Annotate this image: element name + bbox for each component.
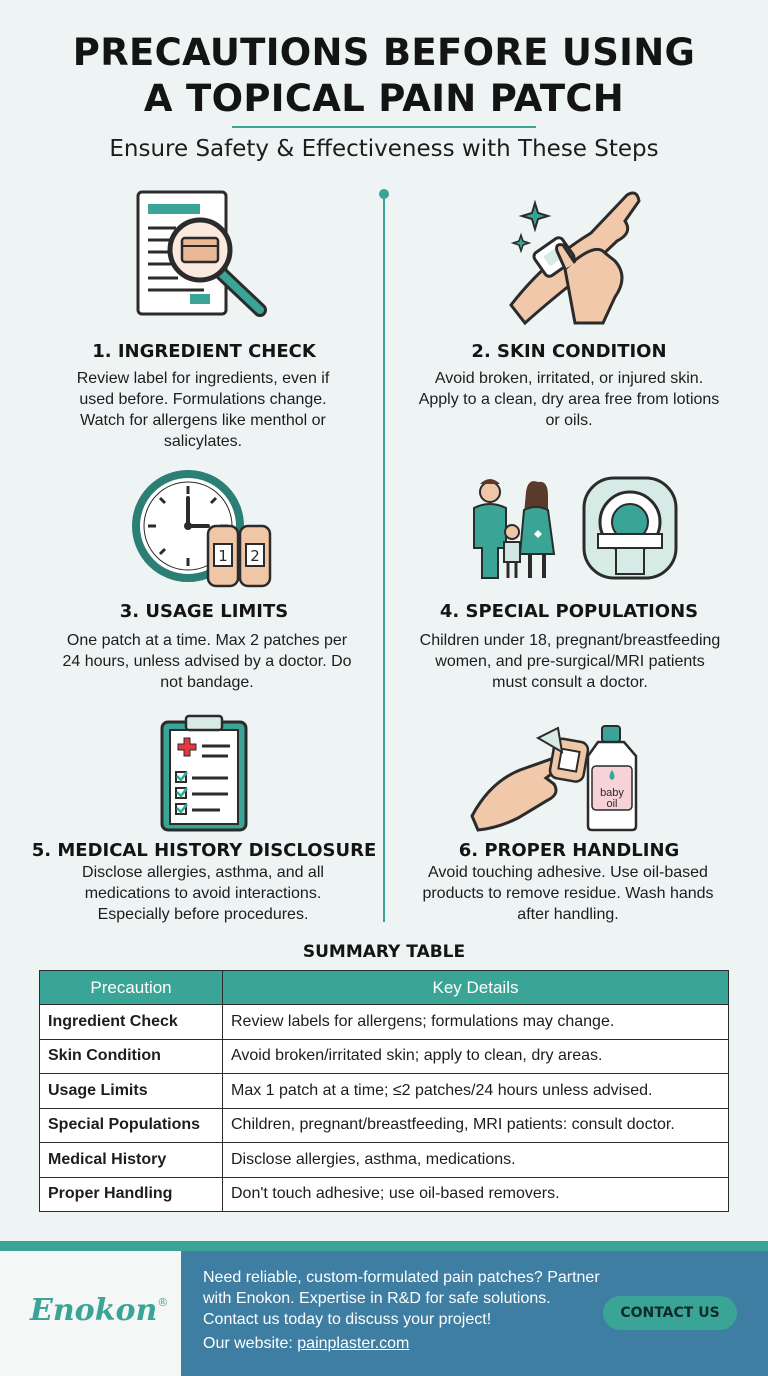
- clock-patches-icon: [130, 470, 276, 590]
- card-2-title: 2. SKIN CONDITION: [471, 341, 667, 362]
- website-line: [203, 1333, 603, 1354]
- center-divider-dot: [379, 189, 389, 199]
- card-4-title: 4. SPECIAL POPULATIONS: [439, 601, 699, 622]
- title-line-1: PRECAUTIONS BEFORE USING: [72, 31, 696, 74]
- card-6-text: Avoid touching adhesive. Use oil-based products to remove residue. Wash hands after handling.: [422, 864, 714, 923]
- precaution-cell: Special Populations: [40, 1108, 223, 1143]
- footer-band: [0, 1241, 768, 1251]
- details-cell: Disclose allergies, asthma, medications.: [223, 1143, 729, 1178]
- card-5-title: 5. MEDICAL HISTORY DISCLOSURE: [31, 840, 377, 861]
- details-cell: Review labels for allergens; formulations may change.: [223, 1005, 729, 1040]
- center-divider-line: [383, 196, 385, 922]
- registered-mark: ®: [157, 1296, 169, 1309]
- details-cell: Children, pregnant/breastfeeding, MRI patients: consult doctor.: [223, 1108, 729, 1143]
- clipboard-icon: [158, 712, 250, 834]
- header-key-details: Key Details: [223, 971, 729, 1005]
- card-2-text: Avoid broken, irritated, or injured skin. Apply to a clean, dry area free from lotions or oils.: [418, 370, 720, 429]
- summary-title: SUMMARY TABLE: [302, 942, 466, 962]
- contact-us-button[interactable]: CONTACT US: [603, 1296, 737, 1330]
- cta-text: Need reliable, custom-formulated pain patches? Partner with Enokon. Expertise in R&D for safe solutions. Contact us today to discuss your project!: [203, 1269, 600, 1328]
- footer-cta: [203, 1267, 603, 1354]
- details-cell: Avoid broken/irritated skin; apply to clean, dry areas.: [223, 1039, 729, 1074]
- table-row: [40, 1074, 729, 1109]
- table-header-row: [40, 971, 729, 1005]
- subtitle: Ensure Safety & Effectiveness with These Steps: [109, 136, 659, 162]
- website-prefix: Our website:: [203, 1335, 298, 1352]
- table-row: [40, 1177, 729, 1212]
- page-title: [0, 30, 768, 122]
- precaution-cell: Proper Handling: [40, 1177, 223, 1212]
- document-magnifier-icon: [132, 188, 272, 320]
- card-3-title: 3. USAGE LIMITS: [119, 601, 289, 622]
- card-6-title: 6. PROPER HANDLING: [458, 840, 680, 861]
- precaution-cell: Ingredient Check: [40, 1005, 223, 1040]
- logo-text: Enokon: [30, 1293, 158, 1328]
- card-5-text: Disclose allergies, asthma, and all medications to avoid interactions. Especially before procedures.: [82, 864, 324, 923]
- summary-table: [39, 970, 729, 1212]
- table-row: [40, 1108, 729, 1143]
- details-cell: Max 1 patch at a time; ≤2 patches/24 hours unless advised.: [223, 1074, 729, 1109]
- precaution-cell: Usage Limits: [40, 1074, 223, 1109]
- card-4-text: Children under 18, pregnant/breastfeeding women, and pre-surgical/MRI patients must consult a doctor.: [419, 632, 721, 691]
- table-row: [40, 1143, 729, 1178]
- title-divider: [232, 126, 536, 128]
- patch-label-2: 2: [250, 547, 260, 565]
- precaution-cell: Medical History: [40, 1143, 223, 1178]
- website-link[interactable]: painplaster.com: [297, 1335, 410, 1352]
- family-mri-icon: [468, 474, 682, 584]
- title-line-2: A TOPICAL PAIN PATCH: [143, 77, 625, 120]
- card-1-text: Review label for ingredients, even if used before. Formulations change. Watch for allergens like menthol or salicylates.: [76, 370, 330, 450]
- hand-peel-baby-oil-icon: [468, 722, 668, 832]
- patch-label-1: 1: [218, 547, 228, 565]
- details-cell: Don't touch adhesive; use oil-based removers.: [223, 1177, 729, 1212]
- bottle-label-1: baby: [600, 787, 624, 799]
- enokon-logo: [30, 1293, 168, 1328]
- card-3-text: One patch at a time. Max 2 patches per 24 hours, unless advised by a doctor. Do not bandage.: [62, 632, 352, 691]
- patch-on-arm-icon: [505, 185, 645, 327]
- table-row: [40, 1039, 729, 1074]
- precaution-cell: Skin Condition: [40, 1039, 223, 1074]
- header-precaution: Precaution: [40, 971, 223, 1005]
- bottle-label-2: oil: [606, 798, 618, 810]
- card-1-title: 1. INGREDIENT CHECK: [92, 341, 316, 362]
- table-row: [40, 1005, 729, 1040]
